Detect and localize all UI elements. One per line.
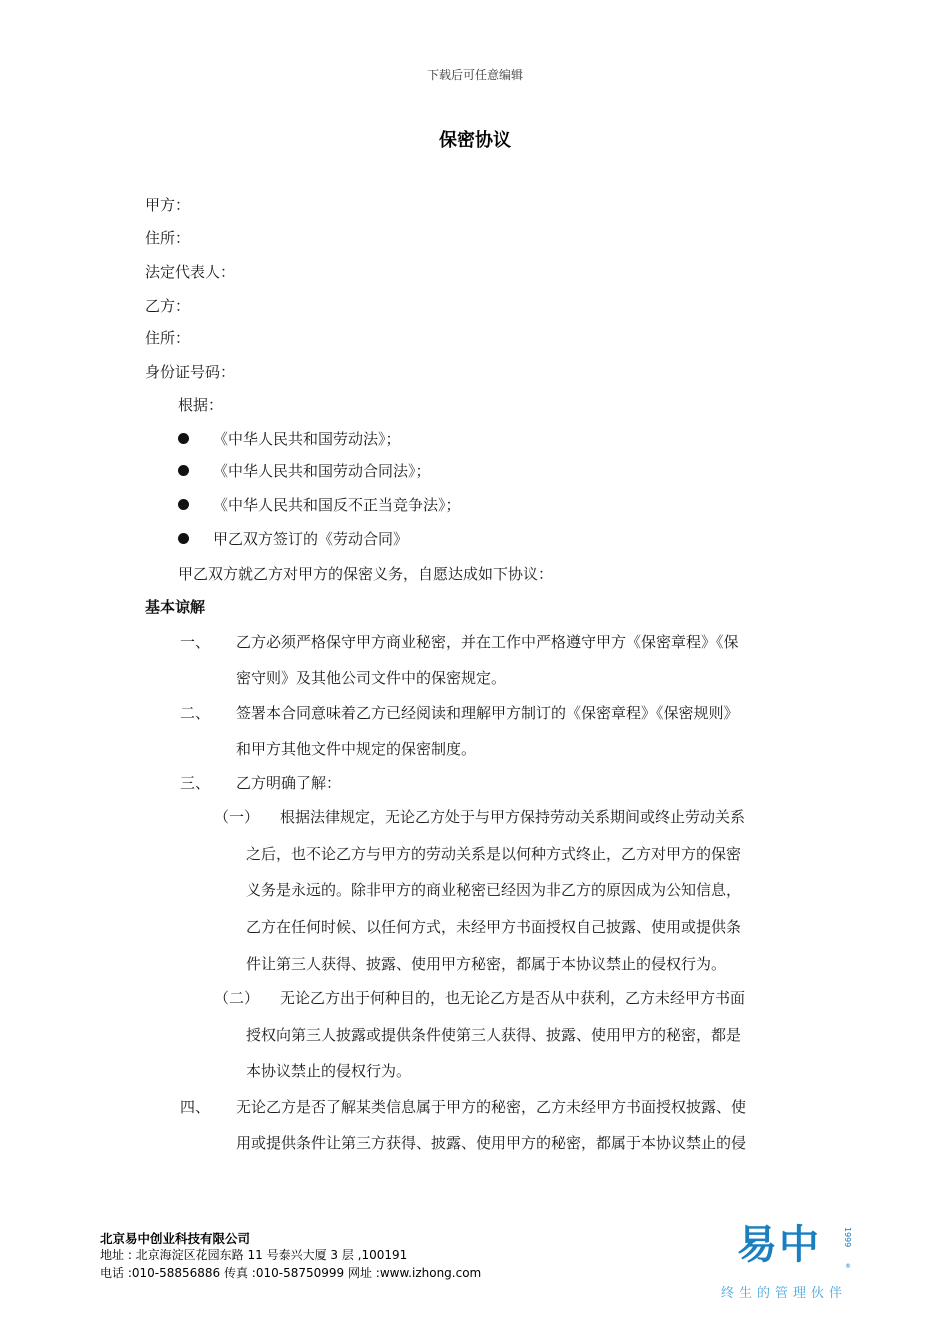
subclause-number: （二） <box>214 989 260 1007</box>
party-b-label: 乙方： <box>145 297 191 315</box>
subclause-text-line: 之后，也不论乙方与甲方的劳动关系是以何种方式终止，乙方对甲方的保密 <box>246 845 742 863</box>
subclause-text-line: 授权向第三人披露或提供条件使第三人获得、披露、使用甲方的秘密，都是 <box>246 1026 742 1044</box>
clause-text-line: 密守则》及其他公司文件中的保密规定。 <box>236 669 507 687</box>
basis-conclusion: 甲乙双方就乙方对甲方的保密义务，自愿达成如下协议： <box>178 565 554 583</box>
clause-text-line: 乙方明确了解： <box>236 774 342 792</box>
footer-address: 地址 : 北京海淀区花园东路 11 号泰兴大厦 3 层 ,100191 <box>100 1248 408 1262</box>
subclause-text-line: 乙方在任何时候、以任何方式，未经甲方书面授权自己披露、使用或提供条 <box>246 918 742 936</box>
subclause-number: （一） <box>214 808 260 826</box>
clause-text-line: 用或提供条件让第三方获得、披露、使用甲方的秘密，都属于本协议禁止的侵 <box>236 1134 747 1152</box>
logo-wordmark: 易中 <box>737 1222 821 1268</box>
clause-text-line: 乙方必须严格保守甲方商业秘密，并在工作中严格遵守甲方《保密章程》《保 <box>236 633 739 651</box>
basis-item: 《中华人民共和国反不正当竞争法》； <box>213 496 461 514</box>
subclause-text-line: 本协议禁止的侵权行为。 <box>246 1062 412 1080</box>
subclause-text-line: 件让第三人获得、披露、使用甲方秘密，都属于本协议禁止的侵权行为。 <box>246 955 727 973</box>
clause-number: 二、 <box>180 704 211 722</box>
company-logo <box>721 1222 859 1303</box>
basis-item: 《中华人民共和国劳动法》； <box>213 430 401 448</box>
logo-year-badge: 1999 <box>843 1227 852 1248</box>
clause-number: 三、 <box>180 774 211 792</box>
party-a-address-label: 住所： <box>145 229 191 247</box>
footer-contact: 电话 :010-58856886 传真 :010-58750999 网址 :www.izhong.com <box>100 1266 482 1280</box>
document-title: 保密协议 <box>439 130 511 151</box>
download-note: 下载后可任意编辑 <box>426 68 523 82</box>
bullet-icon <box>178 465 189 476</box>
id-number-label: 身份证号码： <box>145 363 236 381</box>
logo-slogan: 终生的管理伙伴 <box>721 1286 848 1301</box>
subclause-text-line: 义务是永远的。除非甲方的商业秘密已经因为非乙方的原因成为公知信息， <box>246 881 742 899</box>
section-heading: 基本谅解 <box>145 598 206 616</box>
logo-registered-mark: ® <box>845 1263 851 1270</box>
bullet-icon <box>178 433 189 444</box>
bullet-icon <box>178 533 189 544</box>
party-a-label: 甲方： <box>145 196 191 214</box>
basis-item: 甲乙双方签订的《劳动合同》 <box>213 530 409 548</box>
bullet-icon <box>178 499 189 510</box>
clause-text-line: 和甲方其他文件中规定的保密制度。 <box>236 740 477 758</box>
clause-number: 一、 <box>180 633 211 651</box>
clause-number: 四、 <box>180 1098 211 1116</box>
basis-intro: 根据： <box>178 396 224 414</box>
subclause-text-line: 无论乙方出于何种目的，也无论乙方是否从中获利，乙方未经甲方书面 <box>280 989 746 1007</box>
clause-text-line: 无论乙方是否了解某类信息属于甲方的秘密，乙方未经甲方书面授权披露、使 <box>236 1098 747 1116</box>
basis-item: 《中华人民共和国劳动合同法》； <box>213 462 431 480</box>
footer-company-name: 北京易中创业科技有限公司 <box>100 1231 251 1246</box>
legal-representative-label: 法定代表人： <box>145 263 236 281</box>
party-b-address-label: 住所： <box>145 329 191 347</box>
clause-text-line: 签署本合同意味着乙方已经阅读和理解甲方制订的《保密章程》《保密规则》 <box>236 704 739 722</box>
subclause-text-line: 根据法律规定，无论乙方处于与甲方保持劳动关系期间或终止劳动关系 <box>280 808 746 826</box>
